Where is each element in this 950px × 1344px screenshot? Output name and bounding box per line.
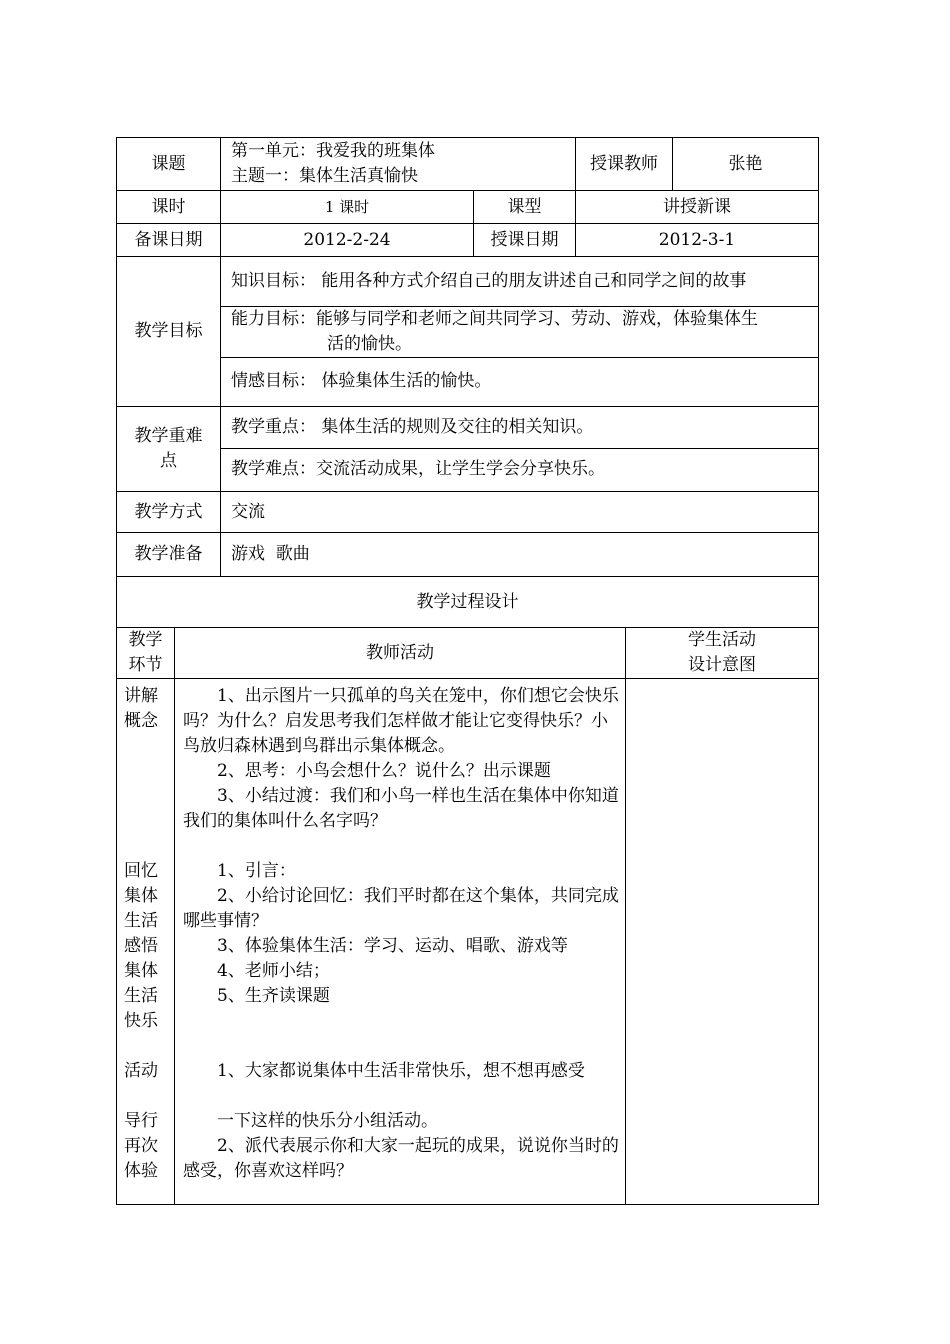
topic-line2: 主题一：集体生活真愉快 (231, 166, 418, 186)
activity-paragraph: 3、体验集体生活：学习、运动、唱歌、游戏等 (217, 936, 568, 956)
key-points-list (221, 407, 818, 490)
activity-paragraph: 2、小给讨论回忆：我们平时都在这个集体，共同完成哪些事情？ (183, 886, 619, 931)
stage-line: 集体 (124, 961, 158, 981)
goals-list (221, 257, 818, 406)
student-header-line2: 设计意图 (688, 655, 756, 675)
prep-date-value: 2012-2-24 (221, 224, 474, 257)
stage-header-line2: 环节 (128, 655, 163, 675)
stage-block-1 (124, 684, 170, 859)
stage-line: 感悟 (124, 936, 158, 956)
period-label: 课时 (117, 191, 221, 224)
stage-line: 集体 (124, 886, 158, 906)
teacher-label: 授课教师 (576, 138, 673, 191)
stage-line: 生活 (124, 911, 158, 931)
stage-column (117, 679, 175, 1205)
goals-label: 教学目标 (117, 257, 221, 407)
stage-block-3 (124, 1059, 170, 1184)
stage-line: 概念 (124, 711, 158, 731)
stage-line: 回忆 (124, 861, 158, 881)
method-value: 交流 (221, 492, 819, 533)
process-table (116, 627, 819, 1205)
activity-paragraph: 3、小结过渡：我们和小鸟一样也生活在集体中你知道我们的集体叫什么名字吗？ (183, 786, 619, 831)
method-label: 教学方式 (117, 492, 221, 533)
teacher-column-header: 教师活动 (175, 628, 626, 679)
lesson-info-table (116, 137, 819, 628)
goals-cell (221, 257, 819, 407)
key-points-label-line1: 教学重难 (134, 426, 203, 446)
activity-paragraph: 2、思考：小鸟会想什么？说什么？出示课题 (217, 761, 551, 781)
type-label: 课型 (474, 191, 576, 224)
process-title: 教学过程设计 (117, 577, 819, 628)
ability-goal-line2: 活的愉快。 (327, 333, 412, 354)
stage-line: 生活 (124, 986, 158, 1006)
stage-block-2 (124, 859, 170, 1059)
stage-column-header (117, 628, 175, 679)
stage-spacer (124, 1084, 170, 1109)
teach-date-value: 2012-3-1 (576, 224, 819, 257)
key-points-label (117, 407, 221, 492)
activity-paragraph: 一下这样的快乐分小组活动。 (217, 1111, 438, 1131)
preparation-value: 游戏 歌曲 (221, 533, 819, 577)
key-points-cell (221, 407, 819, 492)
stage-line: 快乐 (124, 1011, 158, 1031)
stage-line: 体验 (124, 1161, 158, 1181)
stage-line: 活动 (124, 1061, 158, 1081)
stage-line: 导行 (124, 1111, 158, 1131)
student-header-line1: 学生活动 (688, 630, 756, 650)
activity-paragraph: 1、大家都说集体中生活非常快乐，想不想再感受 (217, 1061, 585, 1081)
activity-paragraph: 2、派代表展示你和大家一起玩的成果，说说你当时的感受，你喜欢这样吗？ (183, 1136, 619, 1181)
activity-paragraph: 1、引言： (217, 861, 296, 881)
type-value: 讲授新课 (576, 191, 819, 224)
activity-paragraph: 1、出示图片一只孤单的鸟关在笼中，你们想它会快乐吗？为什么？启发思考我们怎样做才能让它变得快乐？小鸟放归森林遇到鸟群出示集体概念。 (183, 686, 619, 756)
topic-label: 课题 (117, 138, 221, 191)
teacher-block-3 (183, 1059, 619, 1184)
stage-line: 讲解 (124, 686, 158, 706)
teacher-activity-column (175, 679, 626, 1205)
emotion-goal: 情感目标： 体验集体生活的愉快。 (231, 371, 492, 392)
activity-paragraph: 4、老师小结； (217, 961, 330, 981)
teacher-block-2 (183, 859, 619, 1059)
student-column-header (626, 628, 819, 679)
ability-goal-line1: 能力目标：能够与同学和老师之间共同学习、劳动、游戏，体验集体生 (231, 308, 758, 329)
topic-line1: 第一单元：我爱我的班集体 (231, 141, 435, 161)
stage-header-line1: 教学 (128, 630, 163, 650)
activity-paragraph: 5、生齐读课题 (217, 986, 330, 1006)
topic-value (221, 138, 576, 191)
teaching-difficulty: 教学难点：交流活动成果，让学生学会分享快乐。 (231, 458, 605, 479)
period-value: 1 课时 (221, 191, 474, 224)
teaching-focus: 教学重点： 集体生活的规则及交往的相关知识。 (221, 407, 818, 448)
knowledge-goal: 知识目标： 能用各种方式介绍自己的朋友讲述自己和同学之间的故事 (221, 257, 818, 306)
teacher-name: 张艳 (673, 138, 819, 191)
teach-date-label: 授课日期 (474, 224, 576, 257)
stage-line: 再次 (124, 1136, 158, 1156)
key-points-label-line2: 点 (160, 451, 177, 471)
preparation-label: 教学准备 (117, 533, 221, 577)
prep-date-label: 备课日期 (117, 224, 221, 257)
student-activity-column (626, 679, 819, 1205)
ability-goal (221, 306, 818, 357)
teacher-block-1 (183, 684, 619, 859)
